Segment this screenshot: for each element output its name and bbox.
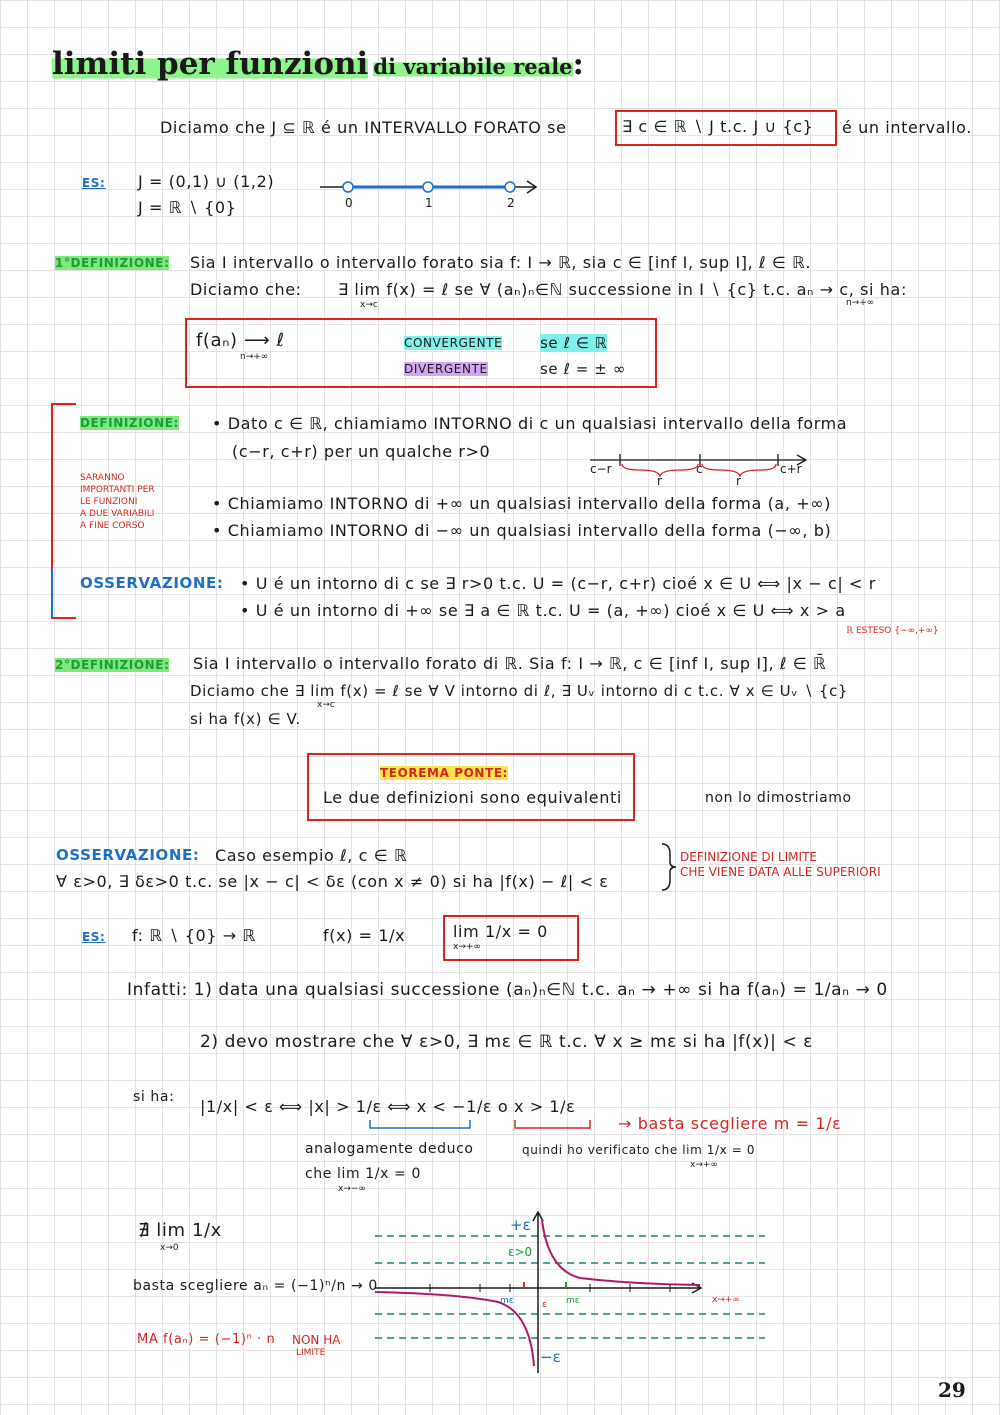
def1-box-formula: f(aₙ) ⟶ ℓ: [196, 330, 285, 351]
oss1-note: ℝ ESTESO {−∞,+∞}: [846, 626, 939, 636]
graph-eps-mid: ε: [542, 1300, 547, 1310]
intorno-note: [80, 472, 155, 532]
intorno-line1: • Dato c ∈ ℝ, chiamiamo INTORNO di c un qualsiasi intervallo della forma: [212, 414, 848, 433]
graph-minus-eps: −ε: [540, 1348, 561, 1366]
def1-arrow-sub: n→+∞: [846, 298, 875, 308]
forato-boxed-text: ∃ c ∈ ℝ ∖ J t.c. J ∪ {c}: [622, 117, 814, 136]
diagram-c: c: [696, 462, 703, 476]
graph-m-eps-right: mε: [566, 1296, 580, 1306]
number-line-diagram: [320, 176, 550, 216]
def1-box-sub: n→+∞: [240, 352, 269, 362]
page-number: 29: [938, 1378, 966, 1402]
intorno-line4: • Chiamiamo INTORNO di −∞ un qualsiasi intervallo della forma (−∞, b): [212, 521, 832, 540]
es2-analog-sub: x→−∞: [338, 1184, 366, 1194]
nolim: ∄ lim 1/x: [138, 1220, 222, 1241]
es1-label: ES:: [82, 176, 106, 190]
es2-quindi: quindi ho verificato che lim 1/x = 0: [522, 1143, 756, 1157]
title-colon: :: [572, 46, 584, 82]
divergente-label: DIVERGENTE: [404, 362, 488, 376]
graph-eps-pos: ε>0: [508, 1245, 533, 1259]
note-line: IMPORTANTI PER: [80, 485, 155, 495]
es2-label: ES:: [82, 930, 106, 944]
es1-line1: J = (0,1) ∪ (1,2): [138, 172, 275, 191]
es2-point2: 2) devo mostrare che ∀ ε>0, ∃ mε ∈ ℝ t.c. ∀ x ≥ mε si ha |f(x)| < ε: [200, 1032, 814, 1052]
nonha-1: NON HA: [292, 1333, 341, 1347]
es2-analog1: analogamente deduco: [305, 1141, 474, 1157]
forato-text: Diciamo che J ⊆ ℝ é un INTERVALLO FORATO se: [160, 118, 567, 137]
nonha-2: LIMITE: [296, 1348, 326, 1358]
teorema-box: [307, 753, 635, 821]
es2-ineq: |1/x| < ε ⟺ |x| > 1/ε ⟺ x < −1/ε o x > 1/ε: [200, 1097, 576, 1116]
graph-m-eps-left: mε: [500, 1296, 514, 1306]
oss2-label: OSSERVAZIONE:: [56, 846, 200, 864]
es2-siha: si ha:: [133, 1089, 175, 1105]
note-line: SARANNO: [80, 473, 125, 483]
oss1-line1: • U é un intorno di c se ∃ r>0 t.c. U = (c−r, c+r) cioé x ∈ U ⟺ |x − c| < r: [240, 574, 876, 593]
oss1-line2: • U é un intorno di +∞ se ∃ a ∈ ℝ t.c. U = (a, +∞) cioé x ∈ U ⟺ x > a: [240, 601, 846, 620]
graph-1-over-x: [370, 1208, 770, 1378]
def1-line2b: ∃ lim f(x) = ℓ se ∀ (aₙ)ₙ∈ℕ successione in I ∖ {c} t.c. aₙ → c, si ha:: [338, 280, 907, 299]
es2-infatti: Infatti: 1) data una qualsiasi successione (aₙ)ₙ∈ℕ t.c. aₙ → +∞ si ha f(aₙ) = 1/aₙ → 0: [127, 980, 888, 1000]
oss1-label: OSSERVAZIONE:: [80, 574, 224, 592]
convergente-label: CONVERGENTE: [404, 336, 503, 350]
es2-func: f: ℝ ∖ {0} → ℝ: [132, 926, 256, 945]
es2-analog2: che lim 1/x = 0: [305, 1166, 421, 1182]
note-line: A FINE CORSO: [80, 521, 145, 531]
def1-line1: Sia I intervallo o intervallo forato sia f: I → ℝ, sia c ∈ [inf I, sup I], ℓ ∈ ℝ.: [190, 253, 812, 272]
teorema-text: Le due definizioni sono equivalenti: [323, 788, 622, 807]
diagram-c-plus-r: c+r: [780, 462, 802, 476]
diagram-r-right: r: [736, 474, 741, 488]
ineq-brackets: [360, 1118, 600, 1138]
intorno-label: DEFINIZIONE:: [80, 416, 179, 430]
tick-label-0: 0: [345, 196, 353, 210]
diagram-c-minus-r: c−r: [590, 462, 612, 476]
graph-x-to-inf: x→+∞: [712, 1295, 740, 1305]
intorno-line2: (c−r, c+r) per un qualche r>0: [232, 442, 491, 461]
def2-line2: Diciamo che ∃ lim f(x) = ℓ se ∀ V intorno di ℓ, ∃ Uᵥ intorno di c t.c. ∀ x ∈ Uᵥ ∖ {c}: [190, 682, 849, 700]
convergente-cond: se ℓ ∈ ℝ: [540, 334, 608, 352]
teorema-title: TEOREMA PONTE:: [380, 766, 509, 780]
title-main: limiti per funzioni: [52, 46, 369, 82]
bottom-ma: MA f(aₙ) = (−1)ⁿ · n: [137, 1332, 276, 1347]
def2-lim-sub: x→c: [317, 700, 335, 710]
es1-line2: J = ℝ ∖ {0}: [138, 198, 237, 217]
title-sub: di variabile reale: [373, 54, 573, 79]
blue-bracket: [50, 570, 60, 620]
graph-plus-eps: +ε: [510, 1216, 531, 1234]
nolim-sub: x→0: [160, 1243, 179, 1253]
divergente-cond: se ℓ = ± ∞: [540, 360, 626, 378]
oss2-line1: Caso esempio ℓ, c ∈ ℝ: [215, 846, 408, 865]
tick-label-2: 2: [507, 196, 515, 210]
page-title: [52, 46, 584, 82]
teorema-note: non lo dimostriamo: [705, 790, 852, 806]
es2-quindi-sub: x→+∞: [690, 1160, 718, 1170]
oss2-line2: ∀ ε>0, ∃ δε>0 t.c. se |x − c| < δε (con x ≠ 0) si ha |f(x) − ℓ| < ε: [56, 872, 609, 891]
def2-line1: Sia I intervallo o intervallo forato di ℝ. Sia f: I → ℝ, c ∈ [inf I, sup I], ℓ ∈ ℝ̄: [193, 654, 827, 673]
oss2-note1: DEFINIZIONE DI LIMITE: [680, 850, 817, 864]
def2-label: 2°DEFINIZIONE:: [55, 658, 170, 672]
es2-box-text: lim 1/x = 0: [453, 922, 548, 941]
def1-lim-sub: x→c: [360, 300, 378, 310]
tick-label-1: 1: [425, 196, 433, 210]
def1-label: 1°DEFINIZIONE:: [55, 256, 170, 270]
note-line: LE FUNZIONI: [80, 497, 138, 507]
forato-end: é un intervallo.: [842, 118, 972, 137]
es2-fx: f(x) = 1/x: [323, 926, 406, 945]
oss2-brace: [660, 842, 680, 892]
es2-box-sub: x→+∞: [453, 942, 481, 952]
def2-line3: si ha f(x) ∈ V.: [190, 710, 301, 728]
bottom-basta: basta scegliere aₙ = (−1)ⁿ/n → 0: [133, 1278, 378, 1294]
def1-line2a: Diciamo che:: [190, 280, 302, 299]
note-line: A DUE VARIABILI: [80, 509, 155, 519]
es2-basta: → basta scegliere m = 1/ε: [618, 1114, 842, 1133]
diagram-r-left: r: [657, 474, 662, 488]
intorno-line3: • Chiamiamo INTORNO di +∞ un qualsiasi intervallo della forma (a, +∞): [212, 494, 831, 513]
oss2-note2: CHE VIENE DATA ALLE SUPERIORI: [680, 865, 881, 879]
